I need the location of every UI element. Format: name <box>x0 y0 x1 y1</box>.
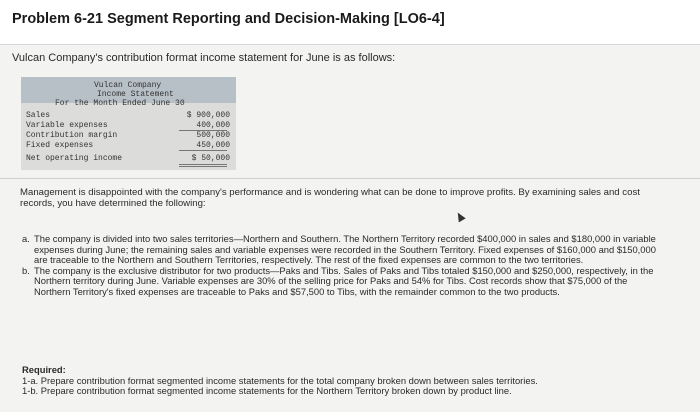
list-marker: a. <box>22 233 30 244</box>
list-marker: b. <box>22 264 30 276</box>
row-amount-contribution: 500,000 <box>196 131 230 140</box>
intro-text: Vulcan Company's contribution format income statement for June is as follows: <box>12 52 396 64</box>
management-text: Management is disappointed with the company's performance and is wondering what can be done to improve profits. By examining sales and cost records, you have determined the following: <box>20 187 640 209</box>
statement-company: Vulcan Company <box>94 81 162 90</box>
statement-name: Income Statement <box>97 90 174 99</box>
underline-fixed <box>179 150 227 151</box>
row-label-contribution: Contribution margin <box>26 131 118 140</box>
header-bar <box>0 0 700 45</box>
double-underline-1 <box>179 164 227 165</box>
mouse-cursor-icon <box>454 211 465 223</box>
required-section <box>22 365 662 397</box>
list-item <box>22 234 662 266</box>
problem-title: Problem 6-21 Segment Reporting and Decision-Making [LO6-4] <box>12 11 445 27</box>
income-statement <box>21 77 236 170</box>
required-item-1b: 1-b. Prepare contribution format segmented income statements for the Northern Territory broken down by product line. <box>22 385 512 396</box>
statement-period: For the Month Ended June 30 <box>55 99 185 108</box>
double-underline-2 <box>179 166 227 167</box>
row-label-noi: Net operating income <box>26 154 123 163</box>
row-amount-noi: $ 50,000 <box>191 154 230 163</box>
row-amount-fixed: 450,000 <box>196 141 230 150</box>
row-label-variable: Variable expenses <box>26 121 108 130</box>
section-divider <box>0 178 700 179</box>
row-amount-variable: 400,000 <box>196 121 230 130</box>
row-amount-sales: $ 900,000 <box>186 111 230 120</box>
row-label-sales: Sales <box>26 111 51 120</box>
list-item <box>22 266 662 298</box>
underline-variable <box>179 130 227 131</box>
required-heading: Required: <box>22 364 66 375</box>
facts-list <box>22 234 662 297</box>
row-label-fixed: Fixed expenses <box>26 141 94 150</box>
list-item-text: The company is the exclusive distributor for two products—Paks and Tibs. Sales of Paks and Tibs totaled $150,000 and $250,000, respectively, in the Northern territory during June. Variable expenses are 30% of the selling price for Paks and 54% for Tibs. Cost records show that $75,000 of the Northern Territory's fixed expenses are traceable to Paks and $57,500 to Tibs, with the remainder common to the two products. <box>34 264 654 297</box>
required-item-1a: 1-a. Prepare contribution format segmented income statements for the total company broken down between sales territories. <box>22 374 538 386</box>
list-item-text: The company is divided into two sales territories—Northern and Southern. The Northern Territory recorded $400,000 in sales and $180,000 in variable expenses during June; the remaining sales and variable expenses were recorded in the Southern Territory. Fixed expenses of $160,000 and $150,000 are traceable to the Northern and Southern Territories, respectively. The rest of the fixed expenses are common to the two territories. <box>34 233 656 265</box>
